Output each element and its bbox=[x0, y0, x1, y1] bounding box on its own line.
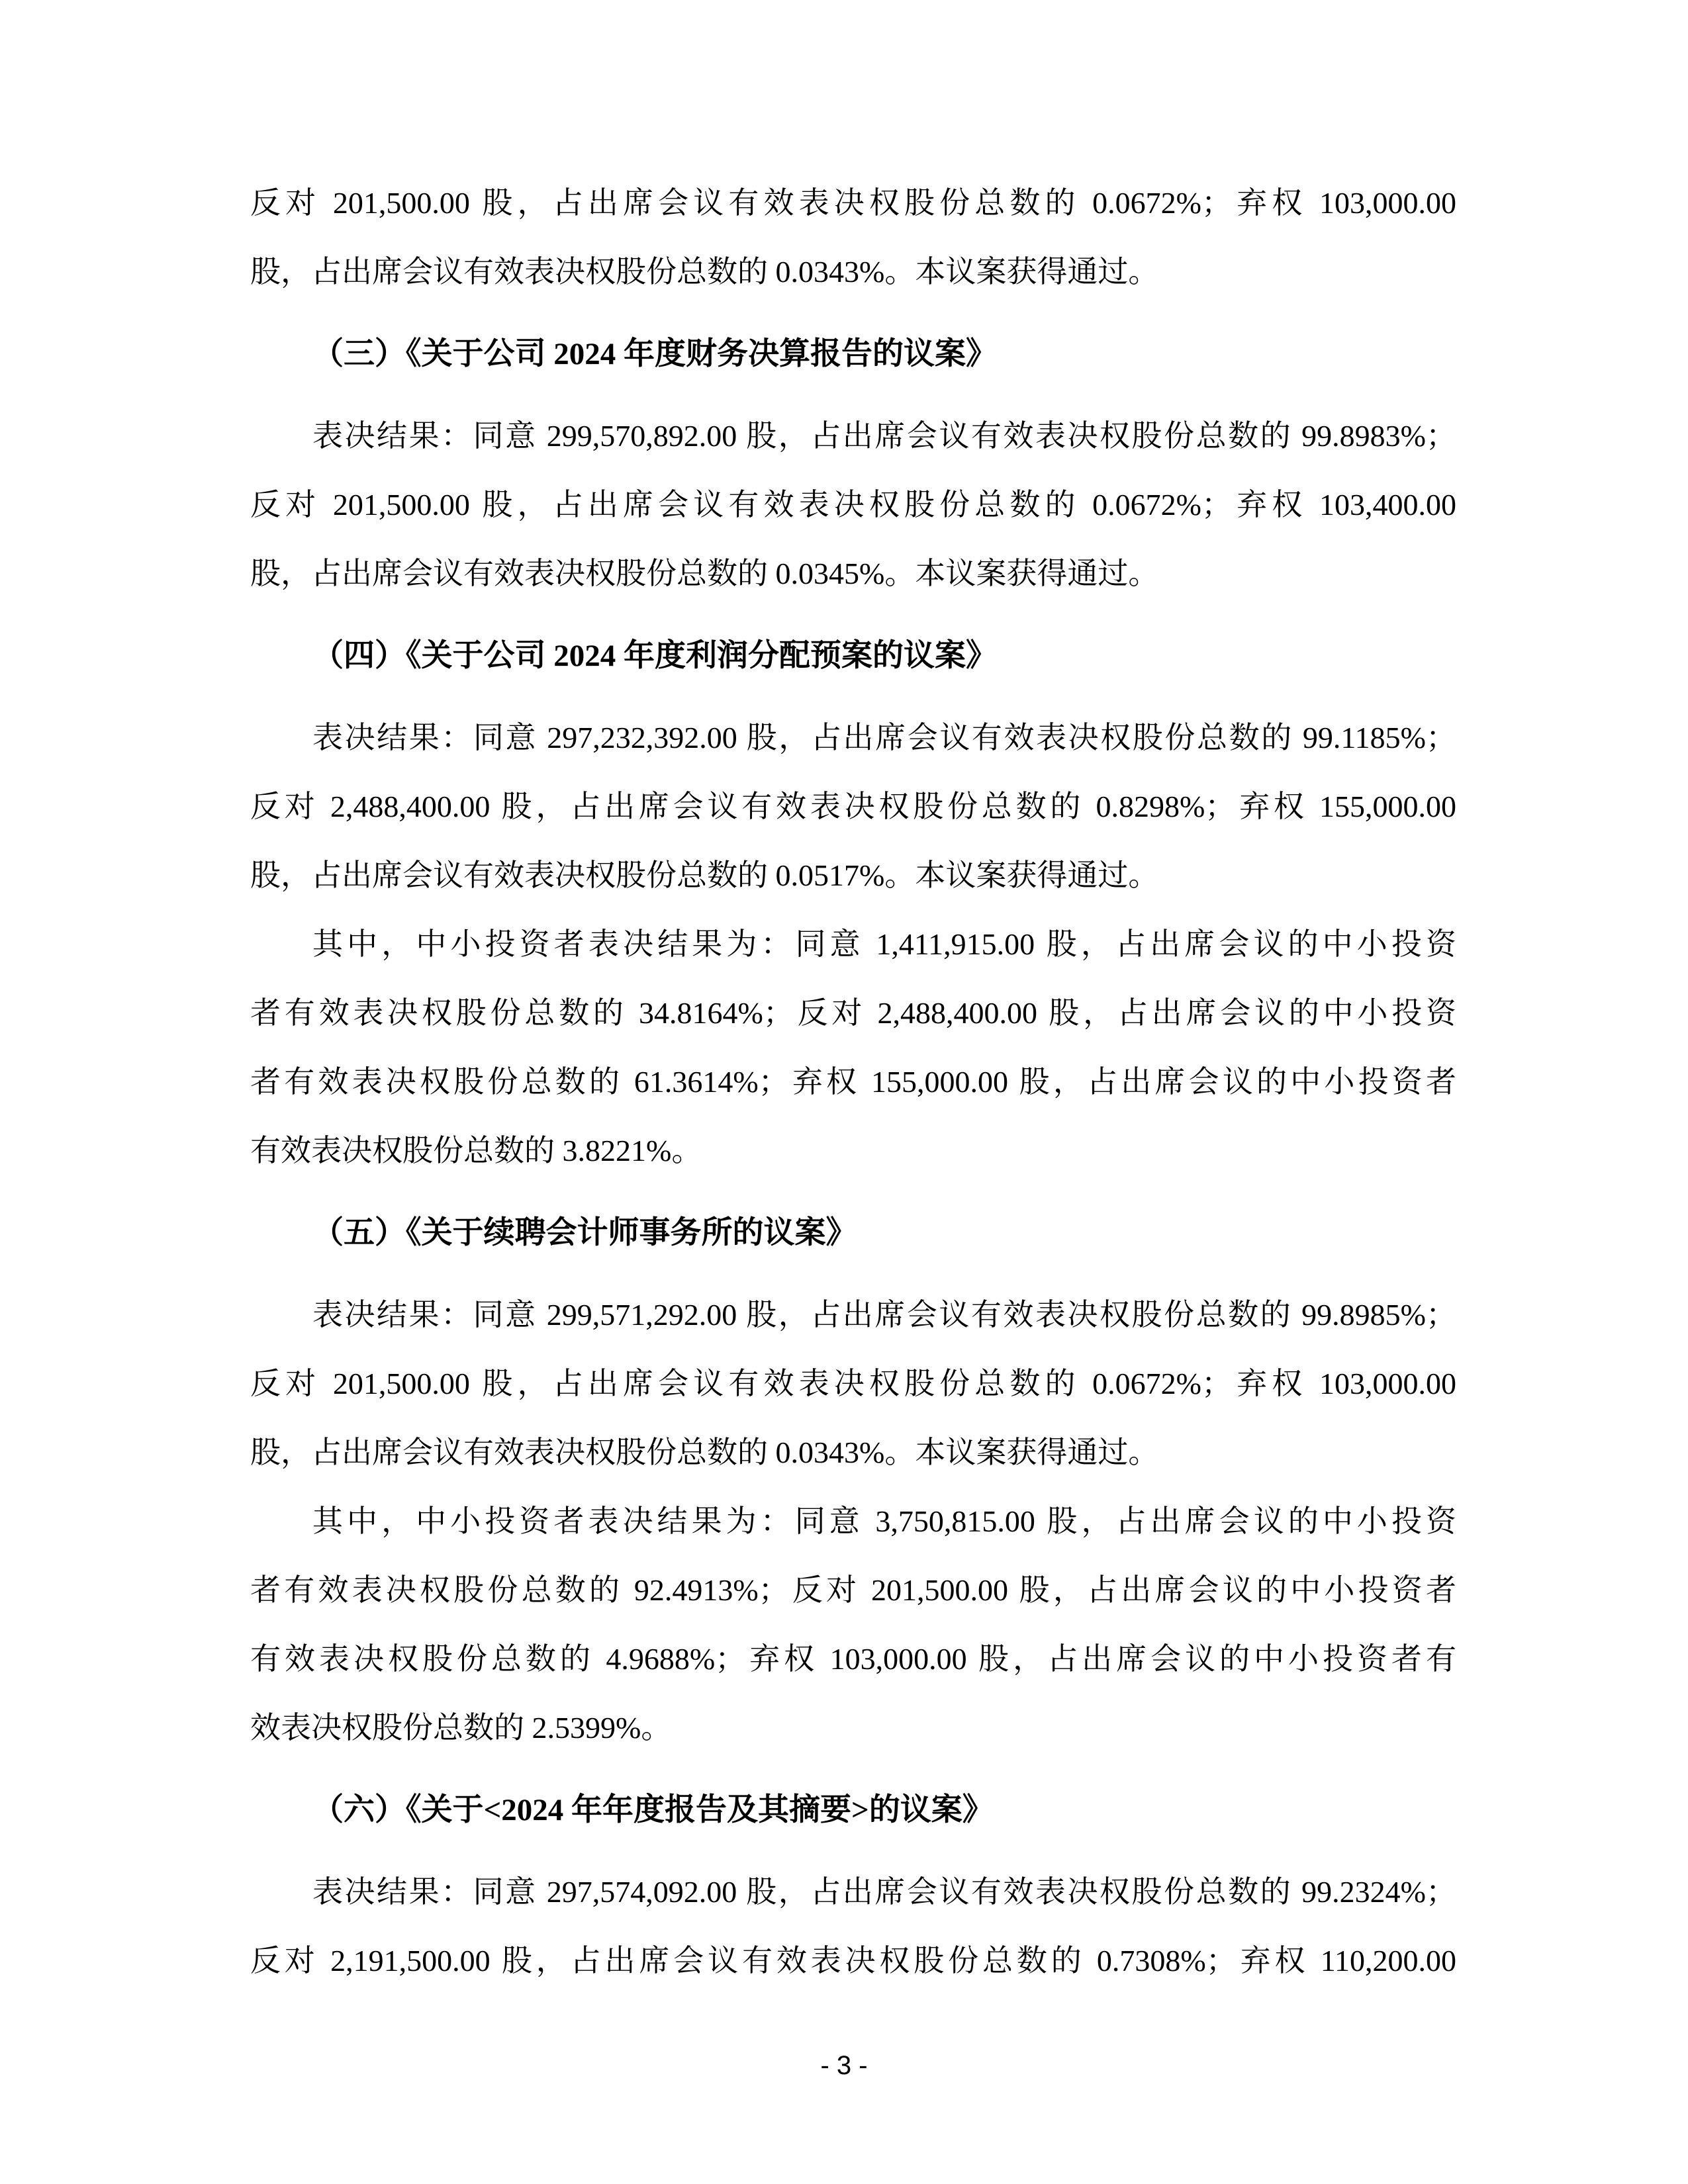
text-line: 表决结果：同意 297,574,092.00 股，占出席会议有效表决权股份总数的 99.2324%； bbox=[312, 1875, 1456, 1909]
text-line: 有效表决权股份总数的 3.8221%。 bbox=[250, 1134, 702, 1167]
text-line: 有效表决权股份总数的 4.9688%；弃权 103,000.00 股，占出席会议的中小投资者有 bbox=[250, 1642, 1456, 1676]
paragraph bbox=[250, 704, 1456, 910]
text-line: 股，占出席会议有效表决权股份总数的 0.0343%。本议案获得通过。 bbox=[250, 255, 1159, 289]
text-line: 表决结果：同意 299,571,292.00 股，占出席会议有效表决权股份总数的 99.8985%； bbox=[312, 1298, 1456, 1332]
proposal-heading: （四）《关于公司 2024 年度利润分配预案的议案》 bbox=[312, 639, 997, 673]
proposal-heading: （五）《关于续聘会计师事务所的议案》 bbox=[312, 1216, 857, 1250]
text-line: 反对 201,500.00 股，占出席会议有效表决权股份总数的 0.0672%；弃权 103,000.00 bbox=[250, 1367, 1456, 1400]
paragraph bbox=[250, 169, 1456, 306]
text-line: 者有效表决权股份总数的 92.4913%；反对 201,500.00 股，占出席会议的中小投资者 bbox=[250, 1573, 1456, 1607]
text-line: 其中，中小投资者表决结果为：同意 3,750,815.00 股，占出席会议的中小投资 bbox=[312, 1504, 1456, 1538]
text-line: 表决结果：同意 299,570,892.00 股，占出席会议有效表决权股份总数的 99.8983%； bbox=[312, 419, 1456, 453]
text-line: 效表决权股份总数的 2.5399%。 bbox=[250, 1711, 672, 1745]
text-line: 反对 2,488,400.00 股，占出席会议有效表决权股份总数的 0.8298%；弃权 155,000.00 bbox=[250, 790, 1456, 823]
text-line: 者有效表决权股份总数的 61.3614%；弃权 155,000.00 股，占出席会议的中小投资者 bbox=[250, 1065, 1456, 1099]
page-number: - 3 - bbox=[820, 2051, 868, 2080]
paragraph bbox=[250, 910, 1456, 1185]
paragraph bbox=[250, 1487, 1456, 1762]
text-line: 反对 2,191,500.00 股，占出席会议有效表决权股份总数的 0.7308%；弃权 110,200.00 bbox=[250, 1944, 1456, 1978]
paragraph bbox=[250, 1281, 1456, 1487]
paragraph bbox=[250, 402, 1456, 608]
proposal-heading: （六）《关于<2024 年年度报告及其摘要>的议案》 bbox=[312, 1793, 994, 1827]
text-line: 其中，中小投资者表决结果为：同意 1,411,915.00 股，占出席会议的中小投资 bbox=[312, 927, 1456, 961]
text-line: 反对 201,500.00 股，占出席会议有效表决权股份总数的 0.0672%；弃权 103,400.00 bbox=[250, 488, 1456, 522]
text-line: 股，占出席会议有效表决权股份总数的 0.0517%。本议案获得通过。 bbox=[250, 858, 1159, 892]
text-line: 表决结果：同意 297,232,392.00 股，占出席会议有效表决权股份总数的 99.1185%； bbox=[312, 721, 1456, 754]
text-line: 反对 201,500.00 股，占出席会议有效表决权股份总数的 0.0672%；弃权 103,000.00 bbox=[250, 186, 1456, 220]
text-line: 者有效表决权股份总数的 34.8164%；反对 2,488,400.00 股，占出席会议的中小投资 bbox=[250, 996, 1456, 1030]
text-line: 股，占出席会议有效表决权股份总数的 0.0345%。本议案获得通过。 bbox=[250, 557, 1159, 590]
text-line: 股，占出席会议有效表决权股份总数的 0.0343%。本议案获得通过。 bbox=[250, 1435, 1159, 1469]
document-content bbox=[250, 169, 1456, 1995]
paragraph bbox=[250, 1858, 1456, 1995]
proposal-heading: （三）《关于公司 2024 年度财务决算报告的议案》 bbox=[312, 337, 997, 371]
